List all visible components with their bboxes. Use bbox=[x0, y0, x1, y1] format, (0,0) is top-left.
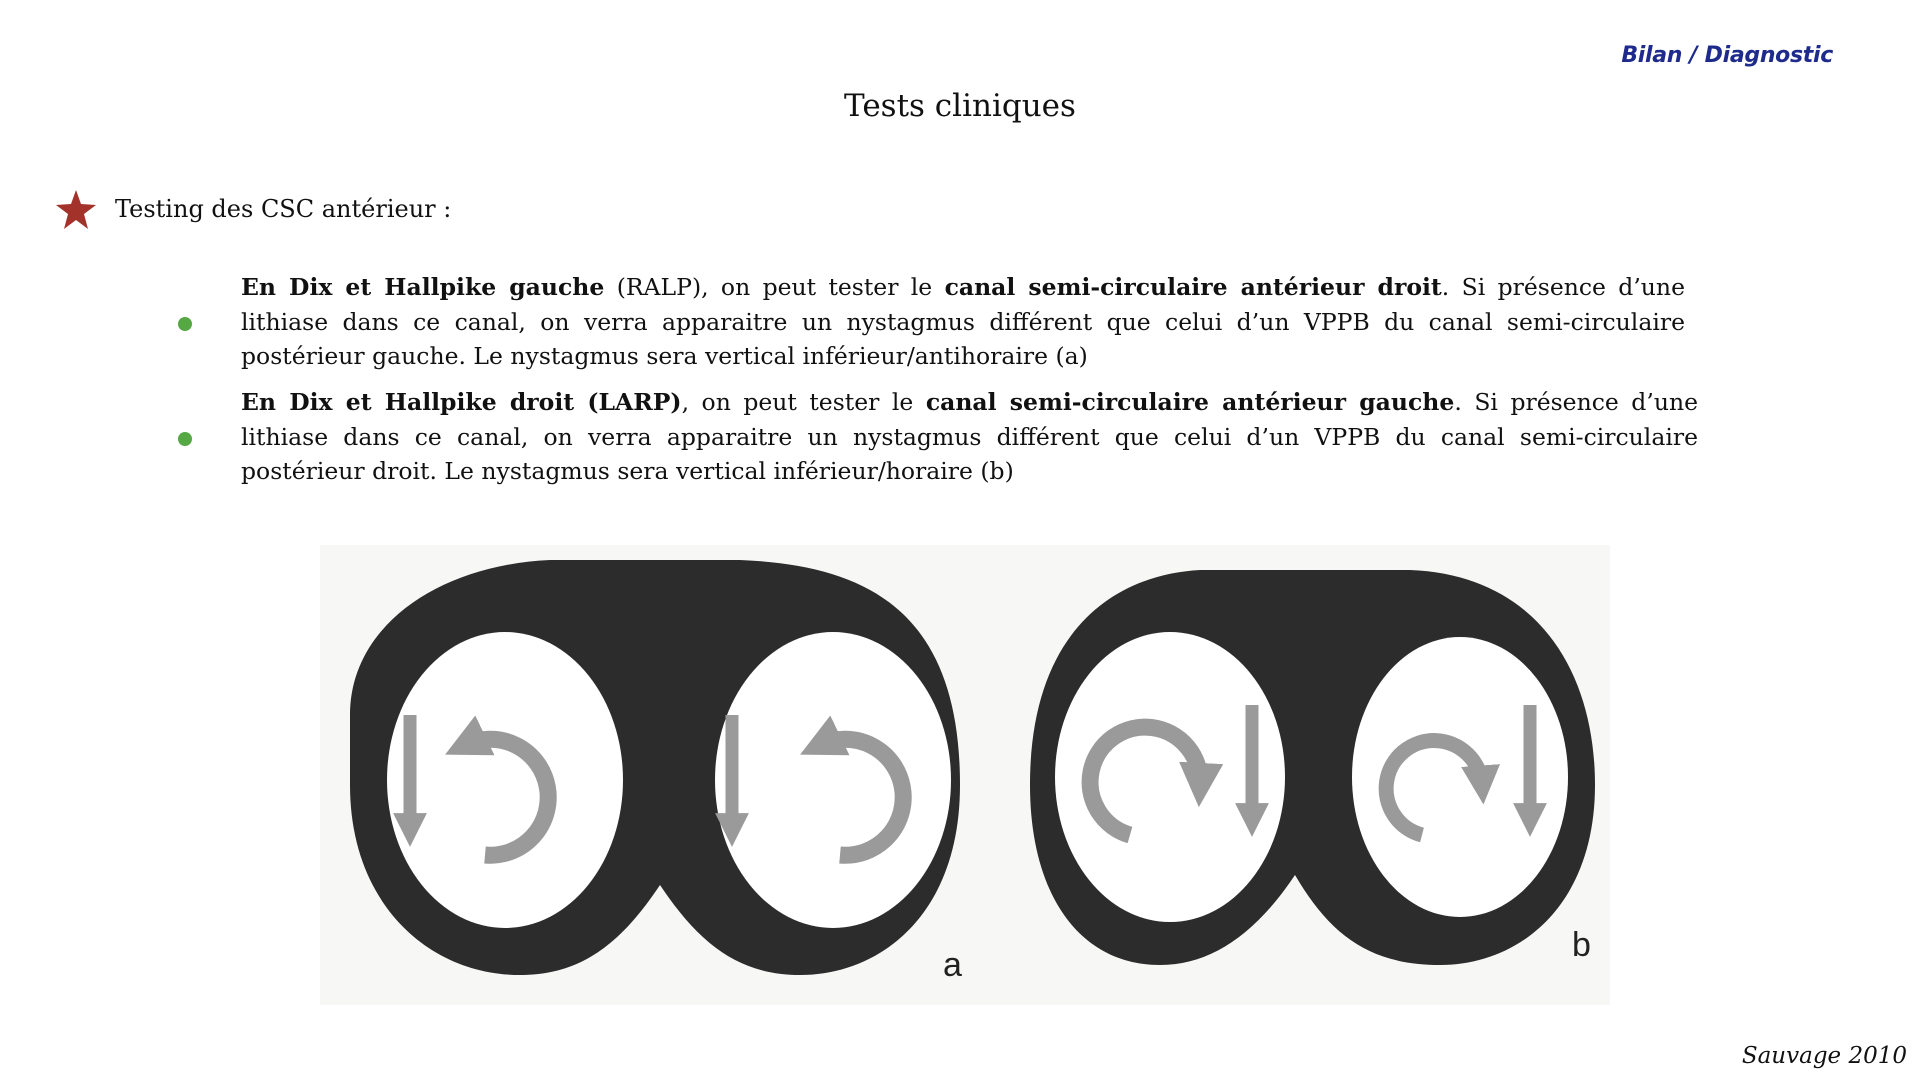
bullet-1-bold-1: En Dix et Hallpike gauche bbox=[241, 273, 605, 301]
page-title: Tests cliniques bbox=[844, 88, 1076, 124]
section-tag: Bilan / Diagnostic bbox=[1621, 43, 1833, 68]
nystagmus-figure bbox=[320, 545, 1610, 1005]
nystagmus-diagram bbox=[320, 545, 1610, 1005]
lens-left-a bbox=[387, 632, 623, 928]
bullet-1-bold-2: canal semi-circulaire antérieur droit bbox=[944, 273, 1442, 301]
panel-a-label: a bbox=[943, 946, 962, 984]
bullet-2-text-1: , on peut tester le bbox=[681, 388, 926, 416]
bullet-1-text-2: . Si présence d’une lithiase dans ce canal, on verra apparaitre un nystagmus différent que celui d’un VPPB du canal semi-circulaire postérieur gauche. Le nystagmus sera vertical inférieur/antihoraire (a) bbox=[241, 273, 1685, 370]
bullet-dot-icon bbox=[178, 317, 192, 331]
section-heading: Testing des CSC antérieur : bbox=[115, 195, 452, 223]
bullet-dot-icon bbox=[178, 432, 192, 446]
panel-b-label: b bbox=[1572, 926, 1591, 964]
bullet-1-text-1: (RALP), on peut tester le bbox=[604, 273, 945, 301]
bullet-2-bold-2: canal semi-circulaire antérieur gauche bbox=[925, 388, 1455, 416]
goggles-panel-b bbox=[1030, 570, 1595, 965]
star-icon bbox=[55, 189, 97, 231]
goggles-panel-a bbox=[350, 560, 962, 984]
bullet-2-text-2: . Si présence d’une lithiase dans ce canal, on verra apparaitre un nystagmus différent que celui d’un VPPB du canal semi-circulaire postérieur droit. Le nystagmus sera vertical inférieur/horaire (b) bbox=[241, 388, 1698, 485]
bullet-paragraph-1 bbox=[241, 270, 1685, 374]
bullet-paragraph-2 bbox=[241, 385, 1698, 489]
citation: Sauvage 2010 bbox=[1741, 1043, 1907, 1069]
lens-right-a bbox=[715, 632, 951, 928]
bullet-2-bold-1: En Dix et Hallpike droit (LARP) bbox=[241, 388, 682, 416]
